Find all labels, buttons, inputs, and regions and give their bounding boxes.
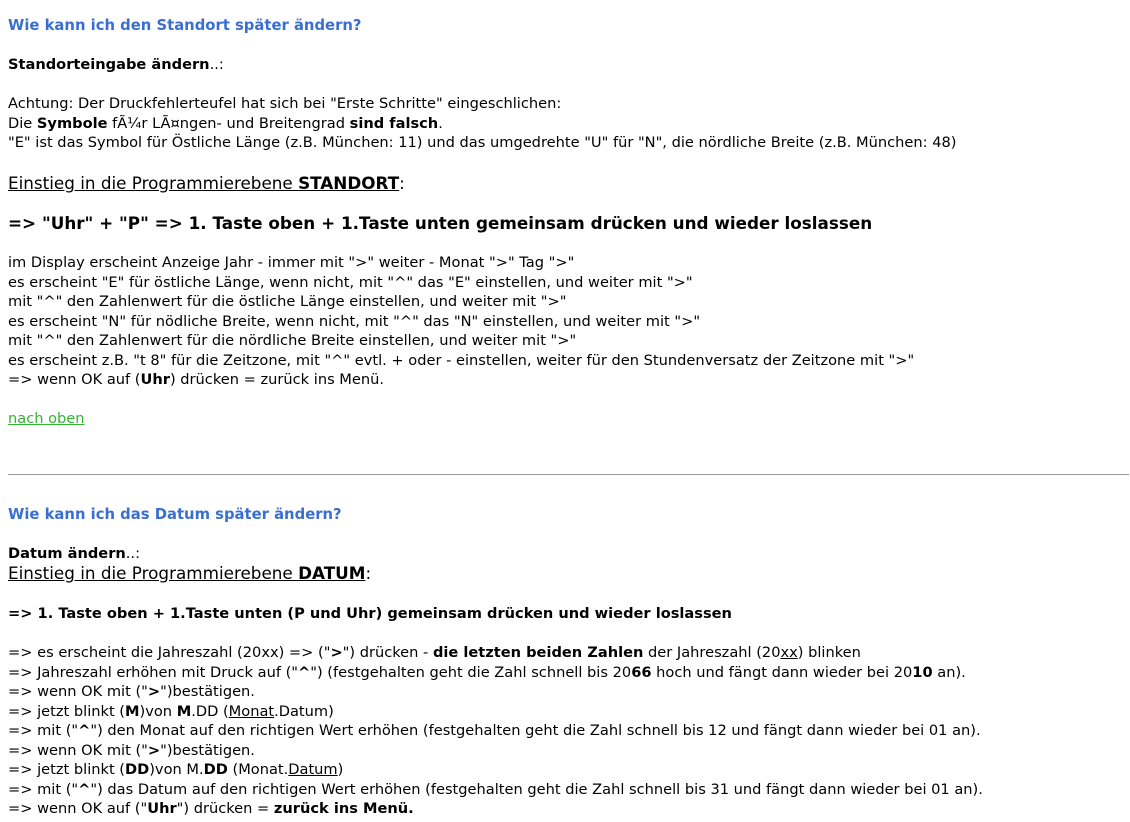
datum-subheading [8,544,140,564]
entry-text: Einstieg in die Programmierebene [8,563,299,583]
text: ") (festgehalten geht die Zahl schnell bis 20 [310,663,632,681]
section-divider [8,474,1129,475]
text: ") den Monat auf den richtigen Wert erhöhen (festgehalten geht die Zahl schnell bis 12 und fängt dann wieder bei 01 an). [90,722,981,739]
text: => wenn OK auf (" [8,800,148,817]
text: => mit (" [8,722,79,739]
entry-text: Einstieg in die Programmierebene [8,173,299,193]
standort-entry-title [8,174,405,194]
datum-step-6 [8,741,983,761]
text-bold: zurück ins Menü. [273,800,414,817]
text: . [438,114,443,132]
text-bold: Uhr [140,371,170,388]
text-bold: ^ [298,663,311,681]
text-bold: die letzten beiden Zahlen [432,644,644,661]
subheading-bold: Datum ändern [8,545,126,562]
text-underline: Datum [288,761,338,778]
subheading-bold: Standorteingabe ändern [8,56,210,73]
text: => mit (" [8,780,79,798]
text-underline: Monat [228,702,275,720]
step-line: im Display erscheint Anzeige Jahr - immer mit ">" weiter - Monat ">" Tag ">" [8,254,575,271]
text: ")bestätigen. [160,741,255,759]
text-bold: 66 [631,663,652,681]
text-bold: > [147,683,161,700]
text: => wenn OK mit (" [8,683,148,700]
text: .Datum) [274,702,334,720]
text-bold: M [125,702,140,720]
text: der Jahreszahl (20 [643,644,781,661]
text: => jetzt blinkt ( [8,761,125,778]
text: .DD ( [191,702,229,720]
text-bold: > [147,741,161,759]
text: ") das Datum auf den richtigen Wert erhöhen (festgehalten geht die Zahl schnell bis 31 und fängt dann wieder bei 01 an). [90,780,983,798]
text: )von [139,702,177,720]
text: => jetzt blinkt ( [8,702,125,720]
section-heading-datum: Wie kann ich das Datum später ändern? [8,506,342,523]
section-heading-standort: Wie kann ich den Standort später ändern? [8,17,362,34]
text: => Jahreszahl erhöhen mit Druck auf (" [8,663,299,681]
text-bold: 10 [912,663,933,681]
text: ) drücken = zurück ins Menü. [169,371,385,388]
datum-steps [8,643,983,819]
text-bold: sind falsch [349,114,439,132]
text-bold: DD [125,761,150,778]
datum-step-1 [8,643,983,663]
text: => es erscheint die Jahreszahl (20xx) => (" [8,644,331,661]
datum-step-2 [8,663,983,683]
step-line: mit "^" den Zahlenwert für die nördliche Breite einstellen, und weiter mit ">" [8,332,577,349]
text-bold: DD [203,761,228,778]
text-bold: M [176,702,192,720]
step-line: es erscheint z.B. "t 8" für die Zeitzone, mit "^" evtl. + oder - einstellen, weiter für den Stundenversatz der Zeitzone mit ">" [8,351,915,369]
text: => wenn OK mit (" [8,741,148,759]
errata-notice [8,94,956,153]
text: hoch und fängt dann wieder bei 20 [651,663,913,681]
datum-step-3 [8,682,983,702]
datum-step-7 [8,760,983,780]
text-bold: ^ [78,780,91,798]
datum-entry-title [8,564,371,584]
text: ")bestätigen. [160,683,255,700]
text-bold: Symbole [36,114,108,132]
datum-step-4 [8,702,983,722]
text: )von M. [149,761,204,778]
entry-colon: : [399,173,405,193]
text: Die [8,114,37,132]
text: an). [932,663,966,681]
step-line-last [8,370,914,390]
errata-line-2 [8,114,956,134]
text: ) blinken [797,644,861,661]
entry-keyword: DATUM [298,563,366,583]
step-line: es erscheint "N" für nödliche Breite, wenn nicht, mit "^" das "N" einstellen, und weiter mit ">" [8,312,701,330]
errata-line-1: Achtung: Der Druckfehlerteufel hat sich bei "Erste Schritte" eingeschlichen: [8,95,562,112]
text-bold: ^ [78,722,91,739]
datum-command: => 1. Taste oben + 1.Taste unten (P und Uhr) gemeinsam drücken und wieder loslassen [8,605,732,622]
text: ) [337,761,344,778]
subheading-suffix: ..: [209,56,224,73]
standort-command: => "Uhr" + "P" => 1. Taste oben + 1.Taste unten gemeinsam drücken und wieder loslassen [8,213,873,233]
text: fÃ¼r LÃ¤ngen- und Breitengrad [107,114,350,132]
entry-colon: : [365,563,372,583]
standort-steps [8,253,914,390]
text: ") drücken = [176,800,274,817]
datum-step-8 [8,780,983,800]
step-line: mit "^" den Zahlenwert für die östliche Länge einstellen, und weiter mit ">" [8,293,567,310]
step-line: es erscheint "E" für östliche Länge, wenn nicht, mit "^" das "E" einstellen, und weiter mit ">" [8,273,693,291]
errata-line-3: "E" ist das Symbol für Östliche Länge (z.B. München: 11) und das umgedrehte "U" für "N", die nördliche Breite (z.B. München: 48) [8,134,957,151]
datum-step-9 [8,799,983,819]
text-bold: > [330,644,343,661]
subheading-suffix: ..: [125,545,140,562]
datum-step-5 [8,721,983,741]
entry-keyword: STANDORT [298,173,400,193]
back-to-top-link[interactable]: nach oben [8,410,85,427]
text: ") drücken - [342,644,433,661]
standort-subheading [8,55,224,75]
text-underline: xx [780,644,798,661]
text: (Monat. [227,761,289,778]
text-bold: Uhr [147,800,177,817]
text: => wenn OK auf ( [8,371,141,388]
